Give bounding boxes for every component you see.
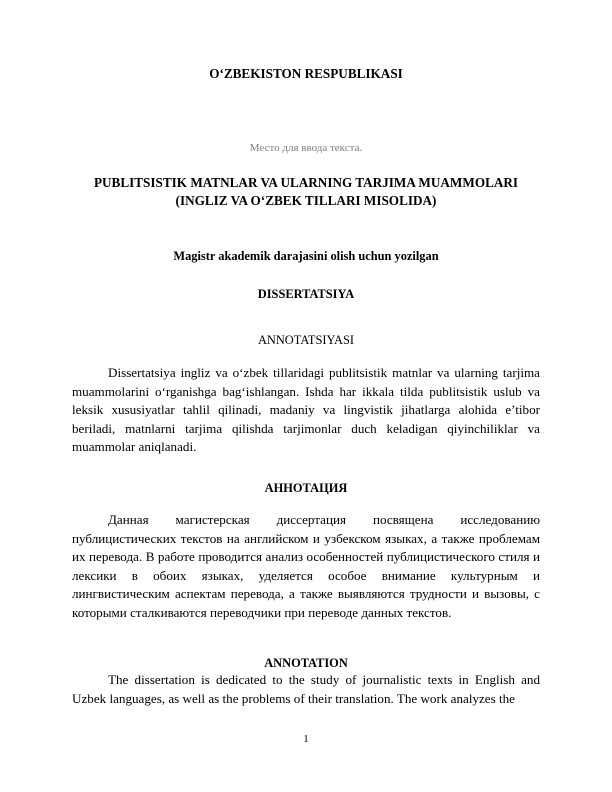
work-type: DISSERTATSIYA	[257, 287, 355, 301]
degree-line: Magistr akademik darajasini olish uchun yozilgan	[173, 249, 439, 263]
section-heading-uz: ANNOTATSIYASI	[257, 333, 355, 347]
country-heading: O‘ZBEKISTON RESPUBLIKASI	[209, 66, 403, 81]
page-number: 1	[303, 733, 309, 745]
placeholder-text[interactable]: Место для ввода текста.	[249, 142, 363, 154]
section-heading-ru: АННОТАЦИЯ	[264, 481, 348, 495]
section-text-en: The dissertation is dedicated to the study of journalistic texts in English and Uzbek languages, as well as the problems of their translation. The work analyzes the	[72, 672, 540, 706]
section-text-uz: Dissertatsiya ingliz va o‘zbek tillaridagi publitsistik matnlar va ularning tarjima muammolarini o‘rganishga bag‘ishlangan. Ishda har ikkala tilda publitsistik uslub va leksik xususiyatlar tahlil qilinadi, madaniy va lingvistik jihatlarga alohida e’tibor beriladi, matnlarni tarjima qilishda tarjimonlar duch keladigan qiyinchiliklar va muammolar aniqlanadi.	[72, 365, 540, 455]
title-line-1: PUBLITSISTIK MATNLAR VA ULARNING TARJIMA MUAMMOLARI	[93, 175, 519, 190]
section-text-ru: Данная магистерская диссертация посвящена исследованию публицистических текстов на английском и узбекском языках, а также проблемам их перевода. В работе проводится анализ особенностей публицистического стиля и лексики в обоих языках, уделяется особое внимание культурным и лингвистическим аспектам перевода, а также выявляются трудности и вызовы, с которыми сталкиваются переводчики при переводе данных текстов.	[72, 512, 540, 620]
section-heading-en: ANNOTATION	[264, 656, 348, 670]
title-line-2: (INGLIZ VA O‘ZBEK TILLARI MISOLIDA)	[175, 193, 437, 208]
